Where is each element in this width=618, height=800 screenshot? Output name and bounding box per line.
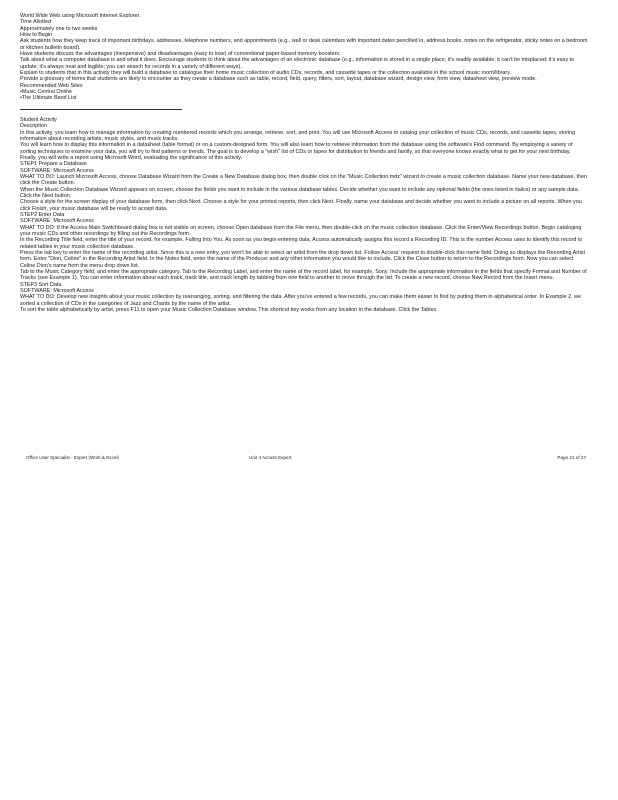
footer-unit: Unit 4 Access Expert — [249, 455, 292, 460]
intro-section — [20, 13, 588, 102]
section-heading: How to Begin — [20, 32, 53, 39]
activity-paragraph: To sort the table alphabetically by artist, press F11 to open your Music Collection Database window. This shortcut key works from any location in the database. Click the Tables — [20, 307, 437, 314]
activity-paragraph: WHAT TO DO: If the Access Main Switchboard dialog box is not visible on screen, choose Open database from the File menu, then double-click on the music collection database. Click the Enter/View Recordings button. Begin cataloging your music CDs and other recordings by filling out the Recordings form. — [20, 224, 582, 237]
software-label: SOFTWARE: Microsoft Access — [20, 167, 94, 174]
intro-paragraph: Provide a glossary of terms that students are likely to encounter as they create a database such as table, record, field, query, filters, sort, layout, database wizard, design view, form view, datasheet view, preview mode. — [20, 76, 537, 83]
activity-paragraph: Press the tab key to enter the name of the recording artist. Since this is a new entry, you won't be able to select an artist from the drop down list. Follow Access' request to double-click this name field. Doing so displays the Recording Artist form. Enter "Dion, Celine" in the Recording Artist field. In the Notes field, enter the name of the Producer and any other information you would like to include. Click the Close button to return to the Recordings form. Now you can select Celine Dion's name from the menu drop down list. — [20, 250, 585, 269]
software-label: SOFTWARE: Microsoft Access — [20, 218, 94, 225]
footer-page-number: Page 21 of 27 — [557, 455, 586, 460]
intro-paragraph: Have students discuss the advantages (inexpensive) and disadvantages (easy to lose) of conventional paper-based memory boosters. — [20, 51, 341, 58]
activity-paragraph: In the Recording Title field, enter the title of your record, for example, Falling Into You. As soon as you begin entering data, Access automatically assigns this record a Recording ID. This is the number Access uses to identify this record to related tables in your music collection database. — [20, 237, 583, 250]
footer-course-title: Office User Specialist - Expert (Work & Excel) — [26, 455, 120, 460]
website-link-music-central[interactable]: •Music Central Online — [20, 89, 72, 96]
step-heading: STEP3 Sort Data — [20, 281, 62, 288]
activity-paragraph: In this activity, you learn how to manage information by creating numbered records which you arrange, retrieve, sort, and print. You will use Microsoft Access to catalog your collection of music CDs, records, and cassette tapes, storing information about recording artists, music styles, and music tracks. — [20, 129, 576, 142]
section-heading: Student Activity — [20, 116, 57, 123]
software-label: SOFTWARE: Microsoft Access — [20, 288, 94, 295]
activity-paragraph: WHAT TO DO: Develop new insights about your music collection by rearranging, sorting, and filtering the data. After you've entered a few records, you can make them easier to find by putting them in alphabetical order. In Example 2, we sorted a collection of CDs in the categories of Jazz and Chants by the name of the artist. — [20, 294, 581, 307]
activity-paragraph: When the Music Collection Database Wizard appears on screen, choose the fields you want to include in the various database tables. Decide whether you want to include any optional fields (the ones listed in italics) or any sample data. — [20, 186, 580, 193]
activity-paragraph: WHAT TO DO: Launch Microsoft Access, choose Database Wizard from the Create a New Database dialog box, then double click on the "Music Collection.mdz" wizard to create a music collection database. Name your new database, then click the Create button. — [20, 173, 588, 187]
intro-paragraph: Explain to students that in this activity they will build a database to catalogue their home music collection of audio CDs, records, and cassette tapes or the collection available in the school music room/library. — [20, 70, 512, 77]
student-activity-section — [20, 117, 588, 314]
page-footer — [26, 455, 586, 463]
document-body — [20, 13, 588, 313]
intro-paragraph: Ask students how they keep track of important birthdays, addresses, telephone numbers, and appointments (e.g., wall or desk calendars with important dates pencilled in, address books, notes on the refrigerator, sticky notes on a bedroom or kitchen bulletin board). — [20, 38, 588, 51]
activity-paragraph: Choose a style for the screen display of your database form, then click Next. Choose a style for your printed reports, then click Next. Finally, name your database and decide whether you want to include a picture on all reports. When you click Finish, your music database will be ready to accept data. — [20, 199, 582, 212]
intro-paragraph: Talk about what a computer database is and what it does. Encourage students to think about the advantages of an electronic database (e.g., information is stored in a single place; it's readily available; it can't be misplaced; it's easy to update; it's always neat and legible; you can search for records in a variety of different ways). — [20, 57, 575, 70]
website-link-band-list[interactable]: •The Ultimate Band List — [20, 95, 77, 102]
intro-line: Approximately one to two weeks — [20, 25, 98, 32]
activity-paragraph: You will learn how to display this information in a datasheet (table format) or on a custom-designed form. You will also learn how to retrieve information from the database using the software's Find command. By employing a variety of sorting techniques to examine your data, you will try to find patterns or trends. The goal is to develop a "wish" list of CDs or tapes for distribution to friends and family, so that everyone knows exactly what to get for your next birthday. Finally, you will write a report using Microsoft Word, evaluating the significance of this activity. — [20, 142, 573, 161]
section-heading: Recommended Web Sites — [20, 82, 83, 89]
step-heading: STEP1 Prepare a Database — [20, 161, 87, 168]
step-heading: STEP2 Enter Data — [20, 211, 65, 218]
activity-paragraph: Tab to the Music Category field, and enter the appropriate category. Tab to the Recording Label, and enter the name of the record label, for example, Sony. Include the appropriate information in the fields that specify Format and Number of Tracks (see Example 1). You can enter information about each track, track title, and track length by tabbing from one field to another to move through the list. To create a new record, choose New Record from the Insert menu. — [20, 269, 587, 282]
intro-line: World Wide Web using Microsoft Internet Explorer. — [20, 13, 141, 19]
section-heading: Description — [20, 123, 47, 130]
section-heading: Time Allotted — [20, 19, 51, 26]
section-divider — [20, 109, 182, 110]
activity-line: Click the Next button. — [20, 192, 72, 199]
